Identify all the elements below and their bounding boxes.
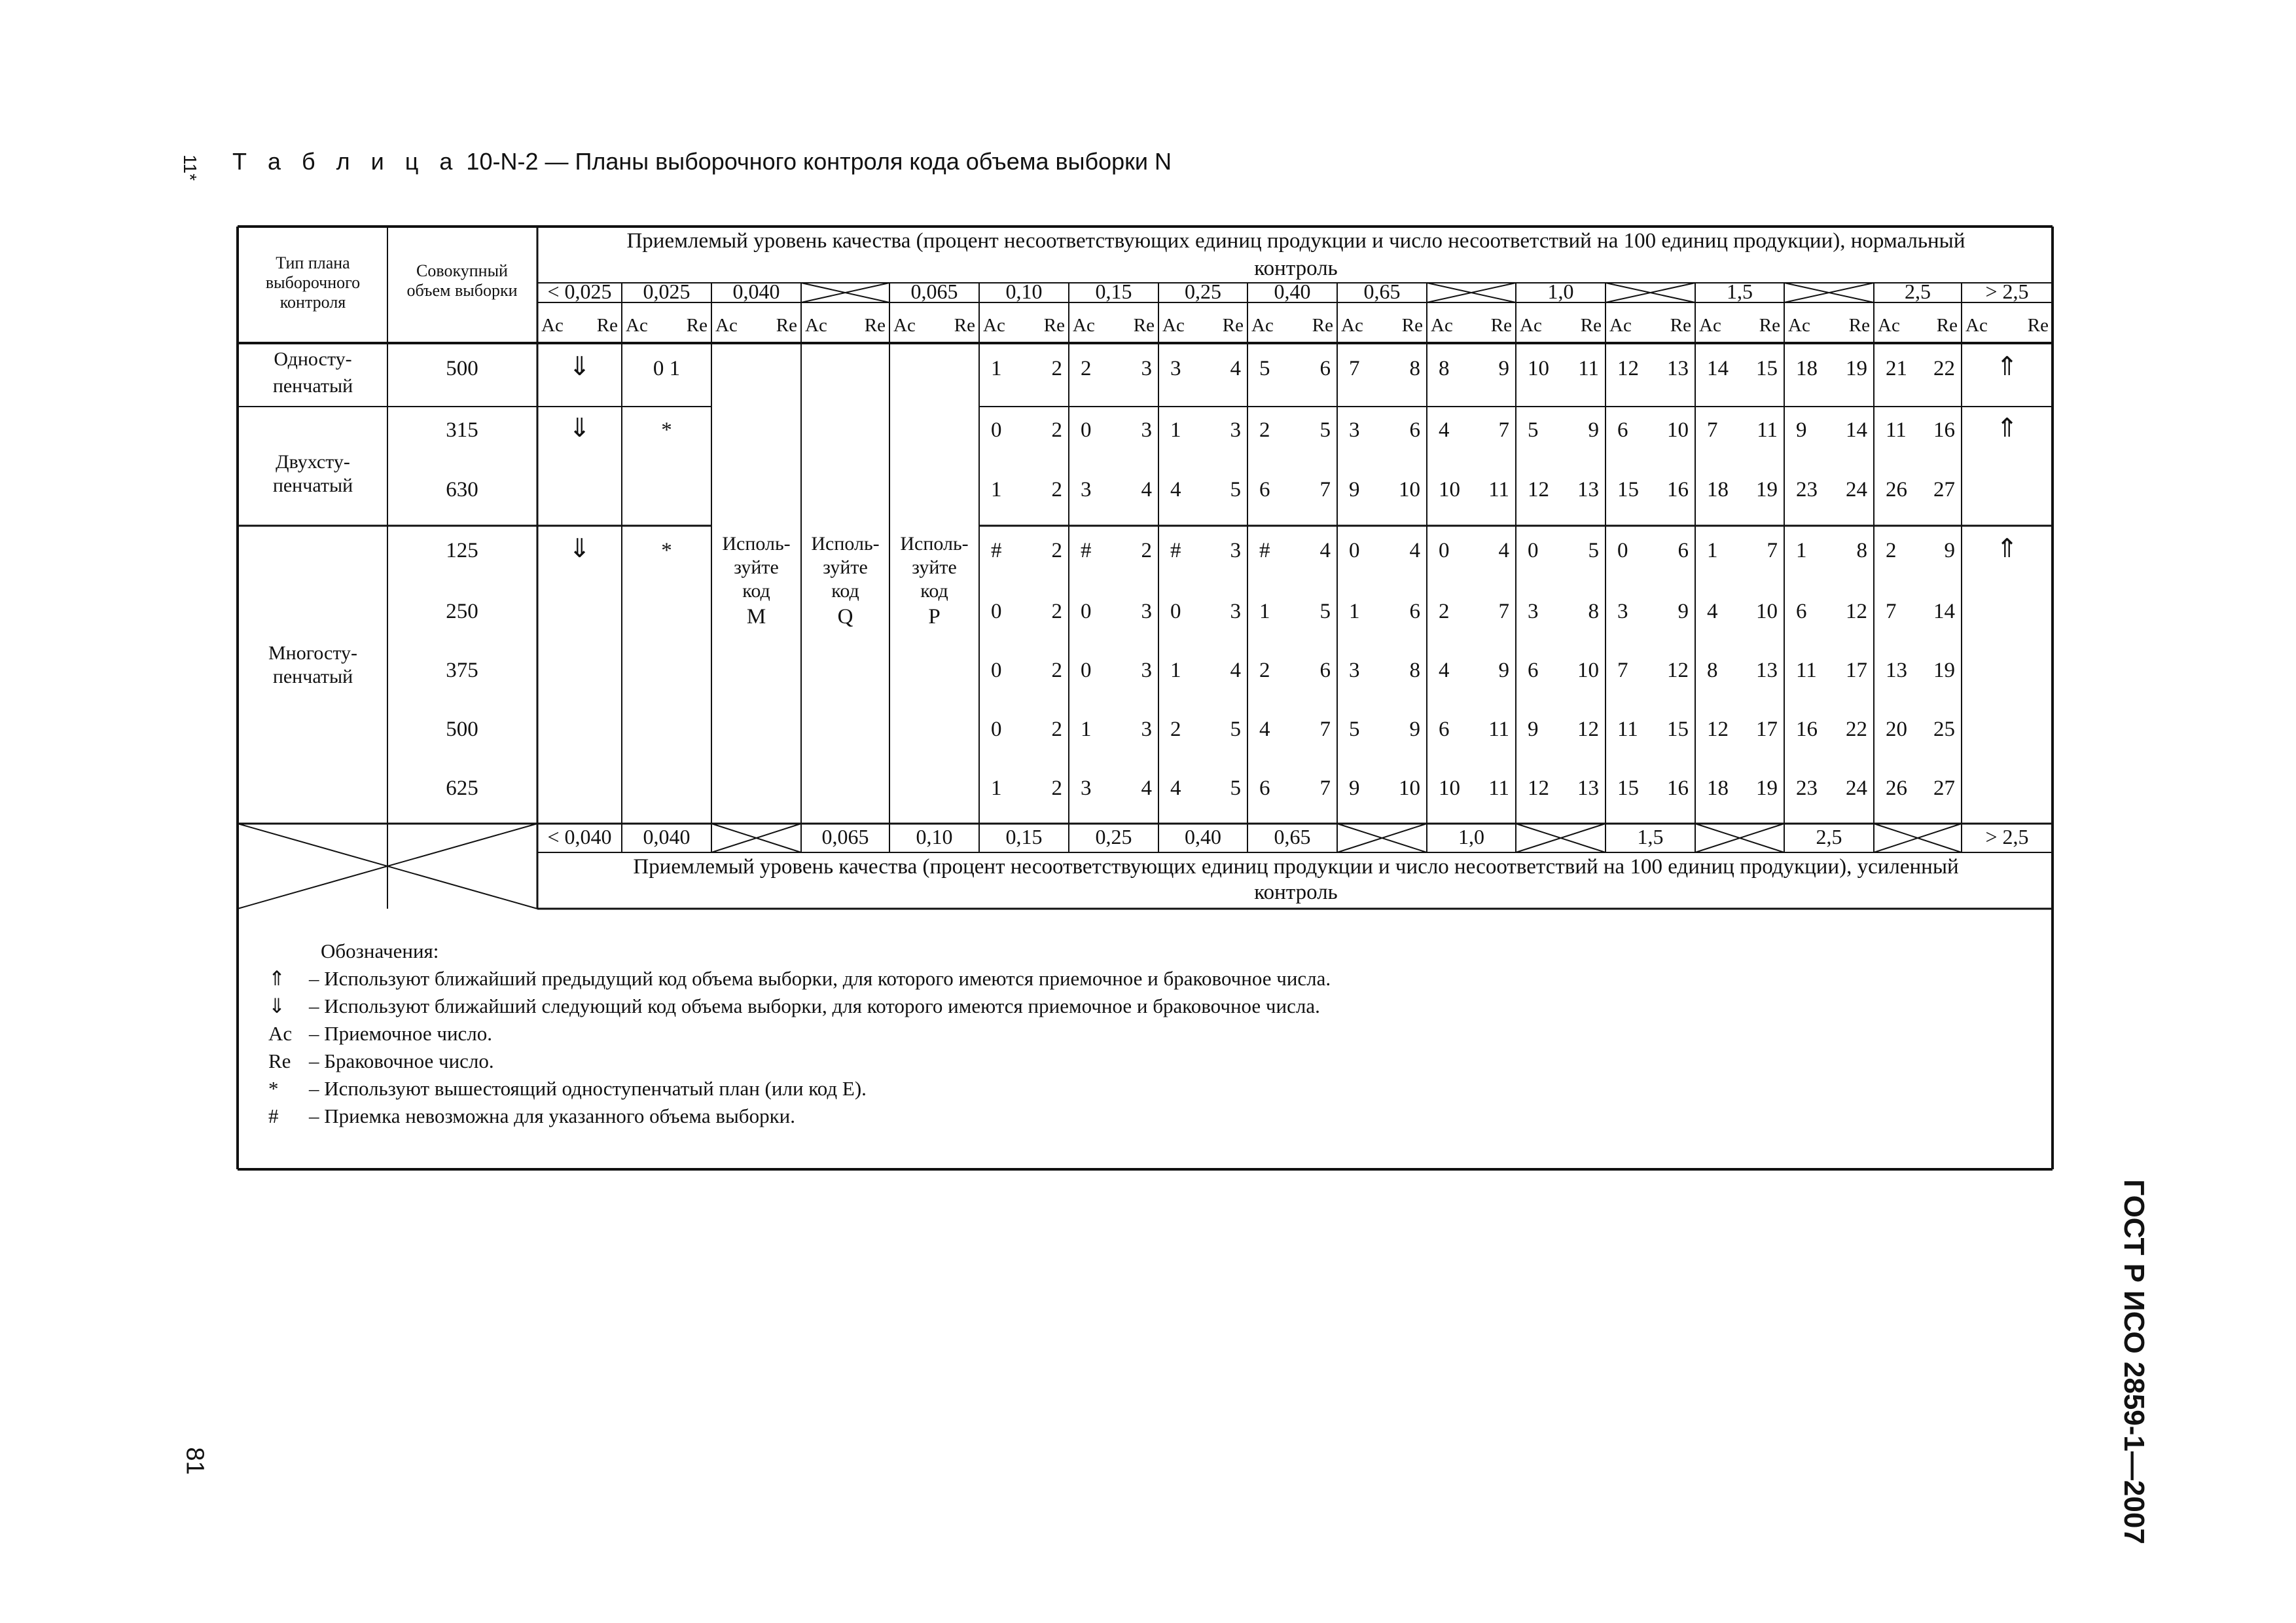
ac-value: 3 (1081, 776, 1092, 800)
ac-value: 5 (1259, 357, 1270, 380)
ac-value: # (1170, 539, 1181, 562)
ac-value: 10 (1439, 776, 1460, 800)
aql-tightened-value: 0,25 (1095, 825, 1132, 848)
ac-value: 23 (1796, 478, 1818, 501)
re-value: 2 (1051, 776, 1062, 800)
ac-value: 15 (1617, 776, 1639, 800)
re-value: 15 (1756, 357, 1778, 380)
ac-label: Ac (1341, 315, 1363, 336)
re-value: 6 (1677, 539, 1689, 562)
re-value: 11 (1578, 357, 1599, 380)
sample-size-value: 315 (446, 418, 478, 442)
re-value: 14 (1846, 418, 1867, 442)
use-code-text: код (920, 580, 948, 602)
re-value: 8 (1588, 600, 1599, 623)
re-label: Re (2027, 315, 2049, 336)
ac-value: 6 (1439, 718, 1450, 741)
ac-value: 2 (1081, 357, 1092, 380)
cell-value: 0 1 (653, 357, 681, 380)
ac-value: 16 (1796, 718, 1818, 741)
ac-value: 23 (1796, 776, 1818, 800)
normal-inspection-heading: Приемлемый уровень качества (процент несоответствующих единиц продукции и число несоответствий на 100 единиц продукции), нормальный (626, 229, 1965, 253)
ac-label: Ac (715, 315, 738, 336)
plan-type-name: пенчатый (272, 375, 353, 397)
legend-item-re: Re – Браковочное число. (268, 1049, 494, 1072)
ac-value: 12 (1528, 776, 1549, 800)
page-top-mark: 11* (179, 155, 200, 181)
ac-value: 12 (1707, 718, 1729, 741)
re-value: 19 (1846, 357, 1867, 380)
re-value: 2 (1051, 718, 1062, 741)
sample-size-value: 250 (446, 600, 478, 623)
re-value: 3 (1230, 418, 1241, 442)
re-value: 7 (1319, 478, 1331, 501)
cell-value: * (661, 418, 672, 442)
ac-value: 26 (1886, 776, 1907, 800)
sample-size-value: 500 (446, 718, 478, 741)
ac-value: 4 (1439, 659, 1450, 682)
ac-value: 6 (1796, 600, 1807, 623)
ac-value: 4 (1170, 776, 1181, 800)
aql-tightened-value: 0,65 (1274, 825, 1311, 848)
ac-value: 0 (1081, 600, 1092, 623)
re-value: 9 (1498, 357, 1509, 380)
ac-value: 2 (1170, 718, 1181, 741)
re-label: Re (686, 315, 708, 336)
re-value: 22 (1933, 357, 1955, 380)
re-value: 8 (1856, 539, 1867, 562)
re-value: 24 (1846, 478, 1867, 501)
aql-normal-value: > 2,5 (1985, 280, 2029, 303)
aql-tightened-value: < 0,040 (547, 825, 612, 848)
re-value: 7 (1319, 776, 1331, 800)
arrow-down-icon: ⇓ (568, 534, 591, 563)
re-value: 27 (1933, 776, 1955, 800)
sample-size-value: 500 (446, 357, 478, 380)
re-value: 17 (1756, 718, 1778, 741)
aql-tightened-value: 1,0 (1458, 825, 1484, 848)
re-value: 7 (1767, 539, 1778, 562)
ac-label: Ac (1520, 315, 1542, 336)
ac-value: 1 (1707, 539, 1718, 562)
re-value: 13 (1667, 357, 1689, 380)
ac-value: 15 (1617, 478, 1639, 501)
ac-value: # (1259, 539, 1270, 562)
ac-value: 1 (1349, 600, 1360, 623)
plan-type-name: пенчатый (272, 475, 353, 496)
use-code-value: M (746, 605, 766, 629)
use-code-value: P (928, 605, 941, 629)
ac-value: 12 (1528, 478, 1549, 501)
ac-value: 12 (1617, 357, 1639, 380)
use-code-text: зуйте (734, 556, 779, 578)
aql-tightened-value: 1,5 (1637, 825, 1664, 848)
plan-type-heading: выборочного (265, 273, 361, 292)
aql-normal-value: 0,65 (1363, 280, 1401, 303)
re-value: 5 (1319, 600, 1331, 623)
re-value: 10 (1756, 600, 1778, 623)
re-value: 10 (1399, 776, 1420, 800)
ac-value: 0 (1439, 539, 1450, 562)
ac-value: 4 (1439, 418, 1450, 442)
aql-normal-value: 1,5 (1727, 280, 1753, 303)
aql-normal-value: < 0,025 (547, 280, 612, 303)
ac-value: 3 (1170, 357, 1181, 380)
re-label: Re (1133, 315, 1155, 336)
tightened-inspection-heading-cont: контроль (1254, 881, 1338, 904)
use-code-text: Исполь- (900, 533, 969, 555)
re-value: 27 (1933, 478, 1955, 501)
re-value: 3 (1230, 539, 1241, 562)
ac-value: 9 (1528, 718, 1539, 741)
re-value: 2 (1051, 418, 1062, 442)
use-code-text: зуйте (912, 556, 957, 578)
sample-size-value: 625 (446, 776, 478, 800)
re-value: 5 (1230, 776, 1241, 800)
re-label: Re (1222, 315, 1244, 336)
re-label: Re (1312, 315, 1333, 336)
re-value: 14 (1933, 600, 1955, 623)
ac-value: # (991, 539, 1002, 562)
re-value: 6 (1409, 600, 1420, 623)
re-value: 4 (1141, 478, 1152, 501)
ac-value: 6 (1259, 776, 1270, 800)
re-value: 4 (1319, 539, 1331, 562)
legend-item-down-arrow: ⇓ – Используют ближайший следующий код объема выборки, для которого имеются приемочное и браковочное числа. (268, 994, 1320, 1017)
ac-value: 4 (1707, 600, 1718, 623)
re-value: 16 (1667, 478, 1689, 501)
ac-label: Ac (1431, 315, 1453, 336)
legend-item-hash: # – Приемка невозможна для указанного объема выборки. (268, 1104, 795, 1127)
re-value: 4 (1409, 539, 1420, 562)
aql-normal-value: 0,40 (1274, 280, 1311, 303)
re-value: 11 (1488, 718, 1509, 741)
aql-tightened-value: 0,10 (916, 825, 953, 848)
ac-value: 11 (1617, 718, 1638, 741)
caption-text: 10-N-2 — Планы выборочного контроля кода объема выборки N (466, 148, 1172, 175)
ac-value: 8 (1707, 659, 1718, 682)
tightened-inspection-heading: Приемлемый уровень качества (процент несоответствующих единиц продукции и число несоответствий на 100 единиц продукции), усиленный (633, 855, 1959, 879)
re-value: 12 (1846, 600, 1867, 623)
cell-value: * (661, 539, 672, 562)
re-label: Re (1936, 315, 1958, 336)
re-value: 3 (1141, 718, 1152, 741)
re-value: 11 (1488, 478, 1509, 501)
plan-type-name: Многосту- (268, 642, 358, 664)
re-value: 19 (1756, 776, 1778, 800)
sample-size-heading: объем выборки (406, 281, 518, 300)
ac-value: 6 (1259, 478, 1270, 501)
ac-value: 20 (1886, 718, 1907, 741)
ac-value: 9 (1349, 478, 1360, 501)
ac-value: 0 (1170, 600, 1181, 623)
ac-value: 6 (1528, 659, 1539, 682)
ac-value: 18 (1796, 357, 1818, 380)
ac-label: Ac (1878, 315, 1900, 336)
re-value: 8 (1409, 659, 1420, 682)
ac-value: 1 (1796, 539, 1807, 562)
re-value: 2 (1051, 600, 1062, 623)
re-value: 9 (1409, 718, 1420, 741)
aql-normal-value: 0,10 (1005, 280, 1043, 303)
re-value: 7 (1498, 600, 1509, 623)
ac-value: 3 (1349, 659, 1360, 682)
re-label: Re (1670, 315, 1691, 336)
ac-value: 5 (1349, 718, 1360, 741)
plan-type-heading: Тип плана (276, 253, 350, 272)
re-label: Re (864, 315, 886, 336)
ac-label: Ac (1073, 315, 1095, 336)
ac-value: 7 (1349, 357, 1360, 380)
ac-value: 0 (1528, 539, 1539, 562)
use-code-text: зуйте (823, 556, 868, 578)
ac-value: 3 (1528, 600, 1539, 623)
re-value: 11 (1488, 776, 1509, 800)
re-value: 3 (1141, 600, 1152, 623)
legend-item-up-arrow: ⇑ – Используют ближайший предыдущий код объема выборки, для которого имеются приемочное и браковочное числа. (268, 967, 1331, 990)
ac-value: 10 (1439, 478, 1460, 501)
ac-value: 21 (1886, 357, 1907, 380)
ac-value: 1 (1170, 659, 1181, 682)
re-value: 11 (1757, 418, 1778, 442)
re-value: 13 (1577, 776, 1599, 800)
use-code-text: Исполь- (722, 533, 791, 555)
aql-tightened-value: 2,5 (1816, 825, 1842, 848)
re-value: 24 (1846, 776, 1867, 800)
re-value: 16 (1667, 776, 1689, 800)
re-value: 8 (1409, 357, 1420, 380)
ac-value: 13 (1886, 659, 1907, 682)
ac-value: 7 (1707, 418, 1718, 442)
sample-size-heading: Совокупный (416, 261, 508, 280)
ac-value: 18 (1707, 776, 1729, 800)
ac-value: 3 (1349, 418, 1360, 442)
re-label: Re (1580, 315, 1602, 336)
plan-type-name: пенчатый (272, 666, 353, 687)
re-value: 5 (1319, 418, 1331, 442)
re-value: 2 (1051, 539, 1062, 562)
re-value: 2 (1051, 659, 1062, 682)
plan-type-heading: контроля (279, 293, 346, 312)
ac-value: 0 (1349, 539, 1360, 562)
re-value: 4 (1230, 659, 1241, 682)
use-code-text: код (742, 580, 770, 602)
ac-value: 0 (991, 718, 1002, 741)
plan-type-name: Двухсту- (276, 451, 350, 473)
legend-item-asterisk: * – Используют вышестоящий одноступенчатый план (или код E). (268, 1077, 867, 1100)
re-value: 10 (1399, 478, 1420, 501)
ac-value: 2 (1259, 418, 1270, 442)
ac-value: 0 (991, 659, 1002, 682)
re-value: 12 (1577, 718, 1599, 741)
re-value: 2 (1051, 478, 1062, 501)
re-value: 4 (1141, 776, 1152, 800)
use-code-text: Исполь- (811, 533, 880, 555)
ac-value: 2 (1259, 659, 1270, 682)
re-value: 22 (1846, 718, 1867, 741)
re-value: 3 (1141, 357, 1152, 380)
re-value: 6 (1319, 357, 1331, 380)
re-value: 17 (1846, 659, 1867, 682)
re-value: 5 (1230, 718, 1241, 741)
legend (268, 938, 1331, 1130)
re-value: 3 (1230, 600, 1241, 623)
ac-value: # (1081, 539, 1092, 562)
re-label: Re (1759, 315, 1780, 336)
aql-normal-value: 0,040 (732, 280, 780, 303)
page-number: 81 (181, 1447, 209, 1475)
sample-size-value: 630 (446, 478, 478, 501)
ac-value: 26 (1886, 478, 1907, 501)
ac-value: 5 (1528, 418, 1539, 442)
ac-label: Ac (1788, 315, 1810, 336)
ac-value: 9 (1796, 418, 1807, 442)
ac-value: 0 (1617, 539, 1628, 562)
ac-value: 6 (1617, 418, 1628, 442)
sample-size-value: 125 (446, 539, 478, 562)
re-label: Re (776, 315, 797, 336)
arrow-up-icon: ⇑ (1996, 534, 2018, 563)
ac-value: 1 (1081, 718, 1092, 741)
re-value: 10 (1667, 418, 1689, 442)
re-value: 3 (1141, 659, 1152, 682)
aql-normal-value: 1,0 (1547, 280, 1574, 303)
ac-value: 8 (1439, 357, 1450, 380)
re-label: Re (1043, 315, 1065, 336)
re-value: 9 (1498, 659, 1509, 682)
ac-value: 0 (991, 600, 1002, 623)
ac-label: Ac (626, 315, 648, 336)
re-label: Re (1490, 315, 1512, 336)
ac-value: 1 (991, 776, 1002, 800)
aql-normal-value: 0,15 (1095, 280, 1132, 303)
ac-value: 2 (1439, 600, 1450, 623)
ac-label: Ac (805, 315, 827, 336)
ac-value: 7 (1617, 659, 1628, 682)
ac-label: Ac (1699, 315, 1721, 336)
re-label: Re (596, 315, 618, 336)
re-value: 3 (1141, 418, 1152, 442)
ac-value: 0 (1081, 659, 1092, 682)
arrow-up-icon: ⇑ (1996, 413, 2018, 443)
aql-normal-value: 2,5 (1905, 280, 1931, 303)
re-value: 2 (1141, 539, 1152, 562)
re-value: 7 (1319, 718, 1331, 741)
aql-tightened-value: > 2,5 (1985, 825, 2029, 848)
aql-normal-value: 0,065 (910, 280, 958, 303)
re-label: Re (954, 315, 975, 336)
ac-value: 14 (1707, 357, 1729, 380)
re-value: 9 (1588, 418, 1599, 442)
ac-value: 9 (1349, 776, 1360, 800)
re-value: 15 (1667, 718, 1689, 741)
ac-value: 2 (1886, 539, 1897, 562)
ac-value: 3 (1617, 600, 1628, 623)
ac-value: 3 (1081, 478, 1092, 501)
standard-designation: ГОСТ Р ИСО 2859-1—2007 (2118, 1179, 2150, 1544)
sample-size-value: 375 (446, 659, 478, 682)
normal-inspection-heading-cont: контроль (1254, 257, 1338, 280)
ac-value: 1 (1259, 600, 1270, 623)
ac-value: 0 (991, 418, 1002, 442)
re-value: 7 (1498, 418, 1509, 442)
ac-value: 1 (991, 478, 1002, 501)
re-value: 25 (1933, 718, 1955, 741)
ac-value: 4 (1259, 718, 1270, 741)
ac-label: Ac (1965, 315, 1988, 336)
ac-value: 4 (1170, 478, 1181, 501)
aql-tightened-value: 0,065 (821, 825, 869, 848)
re-value: 13 (1756, 659, 1778, 682)
re-value: 19 (1756, 478, 1778, 501)
aql-normal-value: 0,25 (1185, 280, 1221, 303)
aql-tightened-value: 0,040 (643, 825, 691, 848)
re-value: 6 (1319, 659, 1331, 682)
use-code-value: Q (837, 605, 853, 629)
re-value: 5 (1230, 478, 1241, 501)
ac-value: 11 (1886, 418, 1907, 442)
re-label: Re (1401, 315, 1423, 336)
aql-normal-value: 0,025 (643, 280, 691, 303)
ac-label: Ac (541, 315, 564, 336)
re-value: 13 (1577, 478, 1599, 501)
arrow-up-icon: ⇑ (1996, 352, 2018, 381)
re-value: 16 (1933, 418, 1955, 442)
ac-value: 1 (991, 357, 1002, 380)
plan-type-name: Односту- (274, 348, 352, 370)
ac-value: 10 (1528, 357, 1549, 380)
arrow-down-icon: ⇓ (568, 352, 591, 381)
re-value: 4 (1498, 539, 1509, 562)
re-value: 2 (1051, 357, 1062, 380)
re-value: 9 (1944, 539, 1955, 562)
ac-label: Ac (1609, 315, 1632, 336)
aql-tightened-value: 0,40 (1185, 825, 1221, 848)
legend-item-ac: Ac – Приемочное число. (268, 1022, 493, 1045)
re-value: 5 (1588, 539, 1599, 562)
re-value: 12 (1667, 659, 1689, 682)
re-value: 9 (1677, 600, 1689, 623)
ac-value: 1 (1170, 418, 1181, 442)
use-code-text: код (831, 580, 859, 602)
ac-label: Ac (1251, 315, 1274, 336)
ac-value: 18 (1707, 478, 1729, 501)
aql-tightened-value: 0,15 (1005, 825, 1043, 848)
legend-title: Обозначения: (321, 939, 439, 962)
re-value: 19 (1933, 659, 1955, 682)
ac-value: 7 (1886, 600, 1897, 623)
caption-prefix: Т а б л и ц а (232, 148, 460, 175)
ac-label: Ac (1162, 315, 1185, 336)
re-value: 10 (1577, 659, 1599, 682)
re-label: Re (1848, 315, 1870, 336)
re-value: 4 (1230, 357, 1241, 380)
ac-value: 0 (1081, 418, 1092, 442)
ac-value: 11 (1796, 659, 1817, 682)
arrow-down-icon: ⇓ (568, 413, 591, 443)
ac-label: Ac (893, 315, 916, 336)
ac-label: Ac (983, 315, 1005, 336)
re-value: 6 (1409, 418, 1420, 442)
